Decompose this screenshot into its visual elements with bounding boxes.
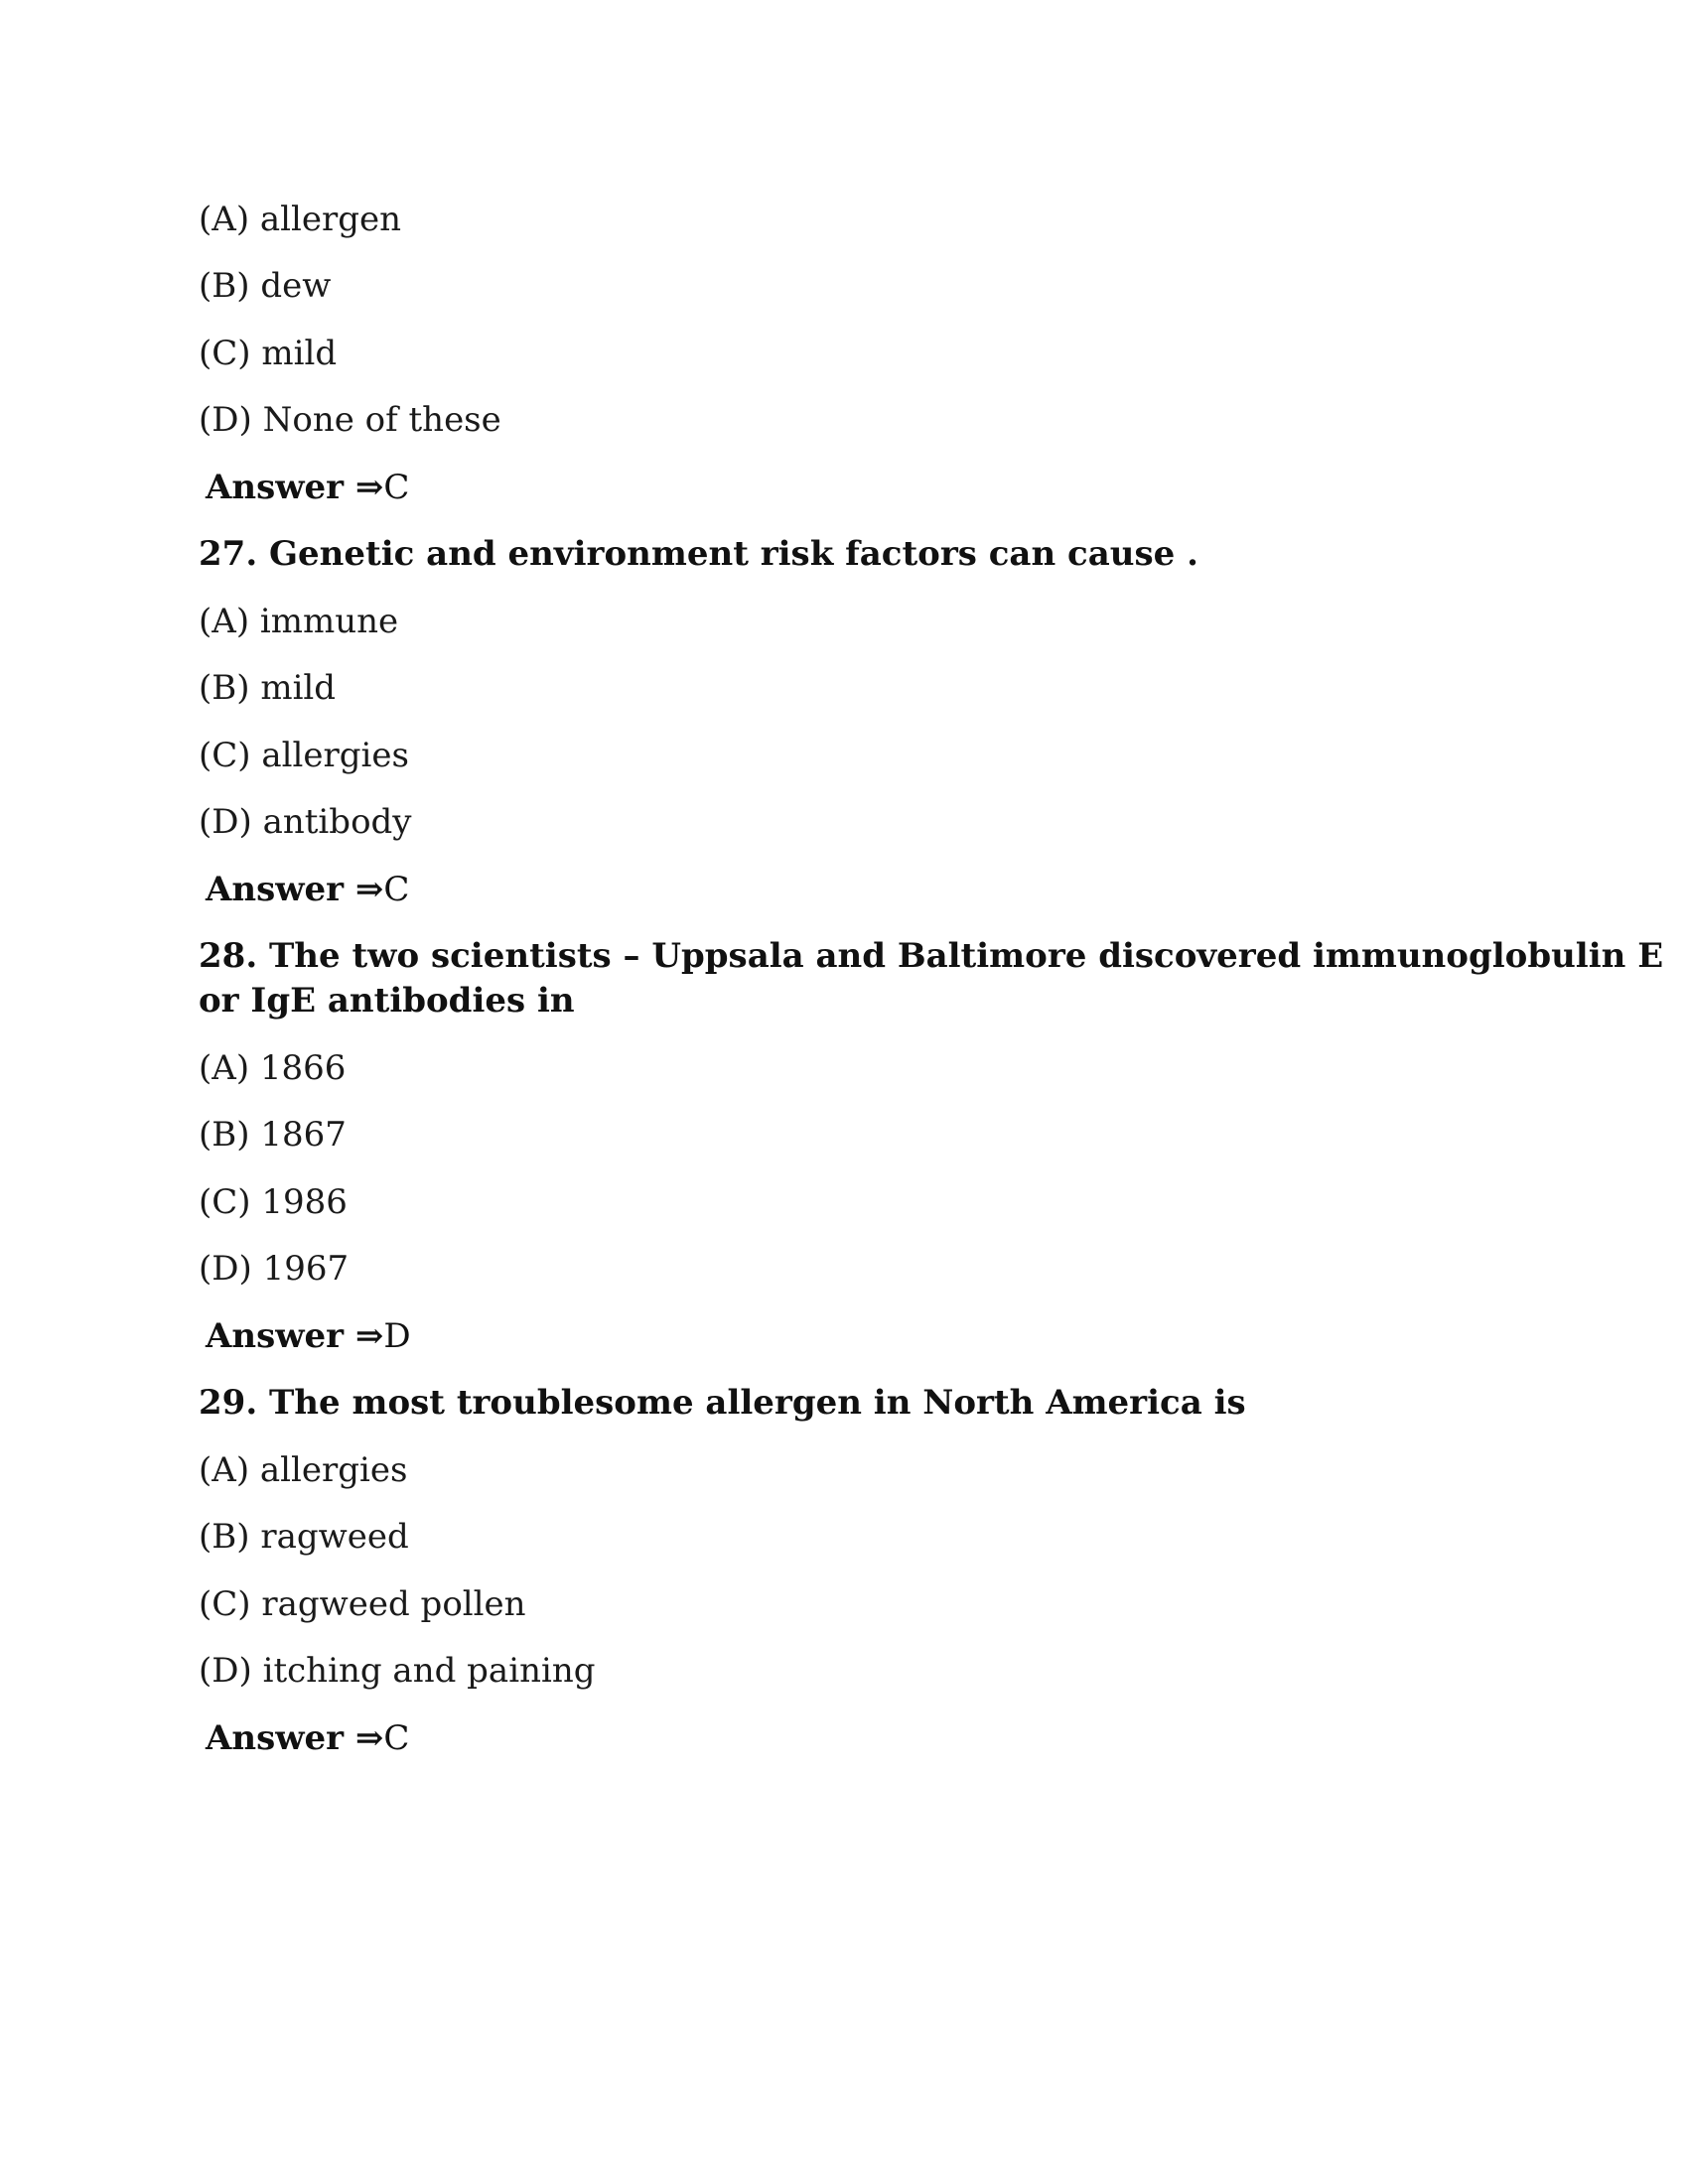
answer-arrow: ⇒ <box>354 468 384 507</box>
answer-label: Answer <box>206 870 345 909</box>
question-27: 27. Genetic and environment risk factors can cause . <box>199 534 1198 574</box>
q29-option-b: (B) ragweed <box>199 1517 409 1557</box>
q28-answer <box>206 1313 411 1359</box>
answer-value: C <box>383 1718 410 1758</box>
q28-option-c: (C) 1986 <box>199 1182 348 1222</box>
question-29: 29. The most troublesome allergen in North America is <box>199 1383 1246 1423</box>
q26-option-d: (D) None of these <box>199 400 501 440</box>
q26-option-c: (C) mild <box>199 334 338 373</box>
q26-option-a: (A) allergen <box>199 200 402 239</box>
answer-label: Answer <box>206 1316 345 1356</box>
question-28-line1: 28. The two scientists – Uppsala and Baltimore discovered immunoglobulin E <box>199 936 1664 976</box>
q27-option-a: (A) immune <box>199 602 399 641</box>
q29-answer <box>206 1715 409 1761</box>
answer-value: C <box>383 468 410 507</box>
answer-arrow: ⇒ <box>354 1316 384 1356</box>
answer-arrow: ⇒ <box>354 870 384 909</box>
question-28-line2: or IgE antibodies in <box>199 981 575 1021</box>
q27-answer <box>206 867 409 912</box>
q28-option-a: (A) 1866 <box>199 1048 347 1088</box>
answer-value: D <box>383 1316 411 1356</box>
answer-label: Answer <box>206 1718 345 1758</box>
answer-arrow: ⇒ <box>354 1718 384 1758</box>
q27-option-d: (D) antibody <box>199 802 412 842</box>
q26-answer <box>206 465 409 510</box>
q27-option-b: (B) mild <box>199 668 337 708</box>
q26-option-b: (B) dew <box>199 266 332 306</box>
answer-label: Answer <box>206 468 345 507</box>
q29-option-a: (A) allergies <box>199 1450 408 1490</box>
q28-option-d: (D) 1967 <box>199 1249 350 1289</box>
q29-option-c: (C) ragweed pollen <box>199 1584 526 1624</box>
q27-option-c: (C) allergies <box>199 736 409 775</box>
q28-option-b: (B) 1867 <box>199 1115 347 1155</box>
q29-option-d: (D) itching and paining <box>199 1651 596 1691</box>
answer-value: C <box>383 870 410 909</box>
